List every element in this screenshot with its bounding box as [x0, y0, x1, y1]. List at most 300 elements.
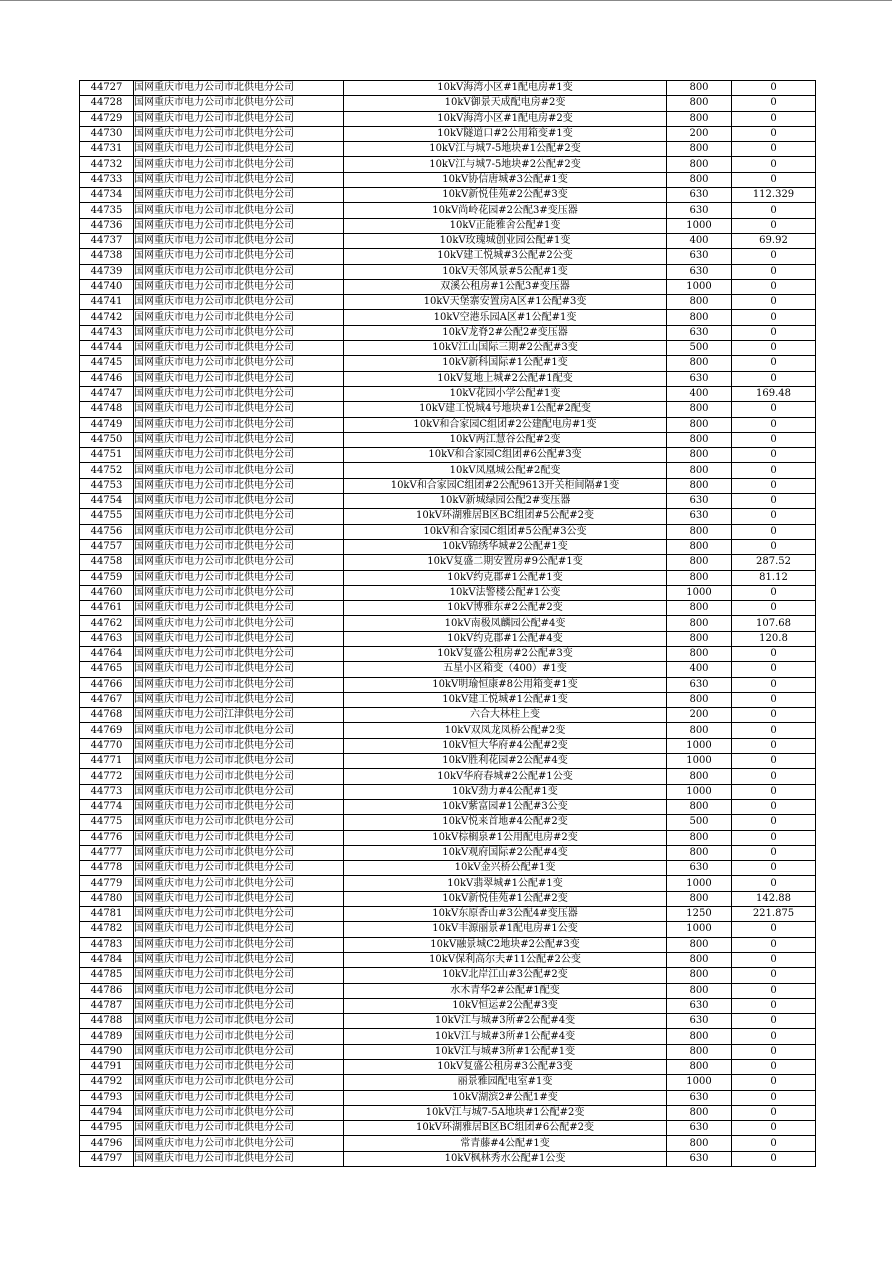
company-cell: 国网重庆市电力公司市北供电分公司 [134, 432, 344, 447]
table-row [80, 432, 816, 447]
transformer-name-cell: 10kV和合家园C组团#6公配#3变 [344, 448, 667, 463]
company-cell: 国网重庆市电力公司市北供电分公司 [134, 585, 344, 600]
table-row [80, 233, 816, 248]
value-cell: 0 [732, 264, 816, 279]
value-cell: 0 [732, 356, 816, 371]
table-body [80, 81, 816, 1167]
row-id-cell: 44763 [80, 631, 134, 646]
table-row [80, 876, 816, 891]
row-id-cell: 44794 [80, 1105, 134, 1120]
row-id-cell: 44786 [80, 983, 134, 998]
transformer-name-cell: 10kV新科国际#1公配#1变 [344, 356, 667, 371]
value-cell: 0 [732, 1105, 816, 1120]
capacity-cell: 1000 [667, 922, 732, 937]
capacity-cell: 800 [667, 356, 732, 371]
table-row [80, 631, 816, 646]
table-row [80, 310, 816, 325]
transformer-name-cell: 10kV建工悦城#1公配#1变 [344, 692, 667, 707]
table-row [80, 815, 816, 830]
company-cell: 国网重庆市电力公司市北供电分公司 [134, 570, 344, 585]
transformer-name-cell: 10kV湖滨2#公配1#变 [344, 1090, 667, 1105]
transformer-name-cell: 10kV东原香山#3公配4#变压器 [344, 907, 667, 922]
value-cell: 0 [732, 662, 816, 677]
company-cell: 国网重庆市电力公司市北供电分公司 [134, 937, 344, 952]
capacity-cell: 630 [667, 1090, 732, 1105]
company-cell: 国网重庆市电力公司市北供电分公司 [134, 203, 344, 218]
value-cell: 0 [732, 845, 816, 860]
table-row [80, 998, 816, 1013]
capacity-cell: 800 [667, 891, 732, 906]
row-id-cell: 44759 [80, 570, 134, 585]
table-row [80, 968, 816, 983]
value-cell: 0 [732, 218, 816, 233]
value-cell: 169.48 [732, 386, 816, 401]
row-id-cell: 44749 [80, 417, 134, 432]
value-cell: 0 [732, 585, 816, 600]
row-id-cell: 44787 [80, 998, 134, 1013]
value-cell: 0 [732, 524, 816, 539]
capacity-cell: 800 [667, 692, 732, 707]
table-row [80, 509, 816, 524]
company-cell: 国网重庆市电力公司市北供电分公司 [134, 891, 344, 906]
transformer-name-cell: 10kV南极凤麟园公配#4变 [344, 616, 667, 631]
table-row [80, 692, 816, 707]
value-cell: 120.8 [732, 631, 816, 646]
transformer-name-cell: 10kV枫林秀水公配#1公变 [344, 1151, 667, 1166]
table-row [80, 494, 816, 509]
row-id-cell: 44746 [80, 371, 134, 386]
transformer-name-cell: 10kV复盛公租房#3公配#3变 [344, 1060, 667, 1075]
transformer-name-cell: 10kV江与城#3所#2公配#4变 [344, 1014, 667, 1029]
row-id-cell: 44773 [80, 784, 134, 799]
company-cell: 国网重庆市电力公司市北供电分公司 [134, 96, 344, 111]
row-id-cell: 44771 [80, 754, 134, 769]
table-row [80, 1151, 816, 1166]
capacity-cell: 800 [667, 81, 732, 96]
table-row [80, 539, 816, 554]
row-id-cell: 44781 [80, 907, 134, 922]
row-id-cell: 44785 [80, 968, 134, 983]
company-cell: 国网重庆市电力公司市北供电分公司 [134, 172, 344, 187]
table-row [80, 952, 816, 967]
company-cell: 国网重庆市电力公司市北供电分公司 [134, 402, 344, 417]
table-row [80, 402, 816, 417]
transformer-name-cell: 10kV棕榈泉#1公用配电房#2变 [344, 830, 667, 845]
table-row [80, 371, 816, 386]
company-cell: 国网重庆市电力公司市北供电分公司 [134, 1151, 344, 1166]
table-row [80, 754, 816, 769]
company-cell: 国网重庆市电力公司市北供电分公司 [134, 111, 344, 126]
value-cell: 0 [732, 111, 816, 126]
value-cell: 0 [732, 769, 816, 784]
page-top-rule [0, 0, 892, 1]
value-cell: 0 [732, 815, 816, 830]
company-cell: 国网重庆市电力公司市北供电分公司 [134, 1105, 344, 1120]
capacity-cell: 800 [667, 463, 732, 478]
company-cell: 国网重庆市电力公司市北供电分公司 [134, 876, 344, 891]
row-id-cell: 44751 [80, 448, 134, 463]
table-row [80, 799, 816, 814]
table-row [80, 356, 816, 371]
capacity-cell: 1000 [667, 1075, 732, 1090]
capacity-cell: 630 [667, 509, 732, 524]
table-row [80, 769, 816, 784]
value-cell: 0 [732, 126, 816, 141]
company-cell: 国网重庆市电力公司市北供电分公司 [134, 769, 344, 784]
row-id-cell: 44774 [80, 799, 134, 814]
transformer-name-cell: 10kV胜利花园#2公配#4变 [344, 754, 667, 769]
value-cell: 69.92 [732, 233, 816, 248]
value-cell: 0 [732, 646, 816, 661]
company-cell: 国网重庆市电力公司市北供电分公司 [134, 341, 344, 356]
capacity-cell: 630 [667, 494, 732, 509]
transformer-name-cell: 10kV新城绿园公配2#变压器 [344, 494, 667, 509]
transformer-name-cell: 10kV建工悦城#3公配#2公变 [344, 249, 667, 264]
row-id-cell: 44739 [80, 264, 134, 279]
transformer-name-cell: 10kV金兴桥公配#1变 [344, 861, 667, 876]
table-row [80, 325, 816, 340]
value-cell: 0 [732, 463, 816, 478]
row-id-cell: 44731 [80, 142, 134, 157]
value-cell: 0 [732, 402, 816, 417]
value-cell: 0 [732, 708, 816, 723]
row-id-cell: 44778 [80, 861, 134, 876]
company-cell: 国网重庆市电力公司市北供电分公司 [134, 601, 344, 616]
value-cell: 0 [732, 983, 816, 998]
transformer-name-cell: 10kV御景天成配电房#2变 [344, 96, 667, 111]
company-cell: 国网重庆市电力公司市北供电分公司 [134, 494, 344, 509]
company-cell: 国网重庆市电力公司市北供电分公司 [134, 157, 344, 172]
row-id-cell: 44735 [80, 203, 134, 218]
capacity-cell: 800 [667, 983, 732, 998]
transformer-name-cell: 10kV环湖雅居B区BC组团#6公配#2变 [344, 1121, 667, 1136]
transformer-name-cell: 10kV江与城7-5A地块#1公配#2变 [344, 1105, 667, 1120]
value-cell: 0 [732, 876, 816, 891]
value-cell: 0 [732, 799, 816, 814]
company-cell: 国网重庆市电力公司市北供电分公司 [134, 1029, 344, 1044]
capacity-cell: 800 [667, 555, 732, 570]
row-id-cell: 44784 [80, 952, 134, 967]
company-cell: 国网重庆市电力公司市北供电分公司 [134, 279, 344, 294]
company-cell: 国网重庆市电力公司市北供电分公司 [134, 218, 344, 233]
row-id-cell: 44744 [80, 341, 134, 356]
company-cell: 国网重庆市电力公司市北供电分公司 [134, 754, 344, 769]
company-cell: 国网重庆市电力公司市北供电分公司 [134, 1075, 344, 1090]
value-cell: 0 [732, 371, 816, 386]
transformer-name-cell: 10kV协信唐城#3公配#1变 [344, 172, 667, 187]
company-cell: 国网重庆市电力公司市北供电分公司 [134, 1060, 344, 1075]
company-cell: 国网重庆市电力公司市北供电分公司 [134, 417, 344, 432]
capacity-cell: 630 [667, 249, 732, 264]
company-cell: 国网重庆市电力公司市北供电分公司 [134, 662, 344, 677]
row-id-cell: 44789 [80, 1029, 134, 1044]
value-cell: 0 [732, 1060, 816, 1075]
transformer-name-cell: 10kV新悦佳苑#1公配#2变 [344, 891, 667, 906]
row-id-cell: 44765 [80, 662, 134, 677]
capacity-cell: 400 [667, 662, 732, 677]
value-cell: 0 [732, 96, 816, 111]
capacity-cell: 630 [667, 264, 732, 279]
table-row [80, 448, 816, 463]
value-cell: 0 [732, 1121, 816, 1136]
value-cell: 0 [732, 738, 816, 753]
row-id-cell: 44734 [80, 188, 134, 203]
table-row [80, 983, 816, 998]
capacity-cell: 630 [667, 1121, 732, 1136]
company-cell: 国网重庆市电力公司市北供电分公司 [134, 478, 344, 493]
table-row [80, 922, 816, 937]
transformer-name-cell: 10kV博雅东#2公配#2变 [344, 601, 667, 616]
company-cell: 国网重庆市电力公司市北供电分公司 [134, 1090, 344, 1105]
transformer-name-cell: 10kV复盛公租房#2公配#3变 [344, 646, 667, 661]
transformer-name-cell: 五星小区箱变（400）#1变 [344, 662, 667, 677]
transformer-name-cell: 常青藤#4公配#1变 [344, 1136, 667, 1151]
row-id-cell: 44772 [80, 769, 134, 784]
table-row [80, 1090, 816, 1105]
row-id-cell: 44768 [80, 708, 134, 723]
value-cell: 0 [732, 1029, 816, 1044]
value-cell: 0 [732, 952, 816, 967]
capacity-cell: 800 [667, 952, 732, 967]
company-cell: 国网重庆市电力公司市北供电分公司 [134, 952, 344, 967]
value-cell: 0 [732, 203, 816, 218]
capacity-cell: 800 [667, 723, 732, 738]
company-cell: 国网重庆市电力公司市北供电分公司 [134, 646, 344, 661]
company-cell: 国网重庆市电力公司市北供电分公司 [134, 142, 344, 157]
transformer-name-cell: 水木青华2#公配#1配变 [344, 983, 667, 998]
capacity-cell: 500 [667, 341, 732, 356]
table-row [80, 203, 816, 218]
company-cell: 国网重庆市电力公司市北供电分公司 [134, 983, 344, 998]
transformer-name-cell: 10kV明瑜恒康#8公用箱变#1变 [344, 677, 667, 692]
transformer-name-cell: 双溪公租房#1公配3#变压器 [344, 279, 667, 294]
transformer-name-cell: 10kV双凤龙凤桥公配#2变 [344, 723, 667, 738]
transformer-name-cell: 10kV和合家园C组团#5公配#3公变 [344, 524, 667, 539]
row-id-cell: 44796 [80, 1136, 134, 1151]
capacity-cell: 800 [667, 1029, 732, 1044]
capacity-cell: 800 [667, 845, 732, 860]
transformer-name-cell: 10kV玫瑰城创业园公配#1变 [344, 233, 667, 248]
value-cell: 0 [732, 784, 816, 799]
capacity-cell: 800 [667, 769, 732, 784]
company-cell: 国网重庆市电力公司市北供电分公司 [134, 295, 344, 310]
table-row [80, 417, 816, 432]
transformer-name-cell: 10kV恒运#2公配#3变 [344, 998, 667, 1013]
capacity-cell: 800 [667, 448, 732, 463]
table-row [80, 1121, 816, 1136]
capacity-cell: 200 [667, 126, 732, 141]
company-cell: 国网重庆市电力公司市北供电分公司 [134, 631, 344, 646]
row-id-cell: 44775 [80, 815, 134, 830]
value-cell: 0 [732, 417, 816, 432]
capacity-cell: 400 [667, 386, 732, 401]
value-cell: 287.52 [732, 555, 816, 570]
capacity-cell: 1000 [667, 784, 732, 799]
company-cell: 国网重庆市电力公司市北供电分公司 [134, 616, 344, 631]
row-id-cell: 44750 [80, 432, 134, 447]
company-cell: 国网重庆市电力公司市北供电分公司 [134, 907, 344, 922]
transformer-name-cell: 10kV江山国际三期#2公配#3变 [344, 341, 667, 356]
row-id-cell: 44737 [80, 233, 134, 248]
value-cell: 0 [732, 81, 816, 96]
capacity-cell: 800 [667, 539, 732, 554]
table-row [80, 830, 816, 845]
capacity-cell: 1000 [667, 738, 732, 753]
value-cell: 0 [732, 478, 816, 493]
capacity-cell: 1000 [667, 585, 732, 600]
capacity-cell: 630 [667, 998, 732, 1013]
row-id-cell: 44753 [80, 478, 134, 493]
value-cell: 0 [732, 1136, 816, 1151]
capacity-cell: 800 [667, 157, 732, 172]
table-row [80, 1105, 816, 1120]
table-row [80, 249, 816, 264]
row-id-cell: 44792 [80, 1075, 134, 1090]
row-id-cell: 44732 [80, 157, 134, 172]
transformer-name-cell: 丽景雅园配电室#1变 [344, 1075, 667, 1090]
value-cell: 0 [732, 509, 816, 524]
value-cell: 0 [732, 754, 816, 769]
table-row [80, 601, 816, 616]
company-cell: 国网重庆市电力公司江津供电分公司 [134, 708, 344, 723]
table-row [80, 1014, 816, 1029]
transformer-name-cell: 10kV凤凰城公配#2配变 [344, 463, 667, 478]
transformer-name-cell: 10kV融景城C2地块#2公配#3变 [344, 937, 667, 952]
capacity-cell: 800 [667, 524, 732, 539]
table-row [80, 845, 816, 860]
row-id-cell: 44727 [80, 81, 134, 96]
company-cell: 国网重庆市电力公司市北供电分公司 [134, 310, 344, 325]
transformer-name-cell: 10kV北岸江山#3公配#2变 [344, 968, 667, 983]
row-id-cell: 44752 [80, 463, 134, 478]
capacity-cell: 800 [667, 799, 732, 814]
capacity-cell: 800 [667, 616, 732, 631]
table-row [80, 264, 816, 279]
transformer-name-cell: 10kV天邻风景#5公配#1变 [344, 264, 667, 279]
transformer-name-cell: 10kV复盛二期安置房#9公配#1变 [344, 555, 667, 570]
row-id-cell: 44766 [80, 677, 134, 692]
transformer-name-cell: 10kV江与城#3所#1公配#1变 [344, 1044, 667, 1059]
company-cell: 国网重庆市电力公司市北供电分公司 [134, 799, 344, 814]
row-id-cell: 44742 [80, 310, 134, 325]
data-table [79, 80, 816, 1167]
transformer-name-cell: 六合大林柱上变 [344, 708, 667, 723]
company-cell: 国网重庆市电力公司市北供电分公司 [134, 815, 344, 830]
table-row [80, 188, 816, 203]
capacity-cell: 800 [667, 96, 732, 111]
transformer-name-cell: 10kV翡翠城#1公配#1变 [344, 876, 667, 891]
table-row [80, 1029, 816, 1044]
capacity-cell: 1250 [667, 907, 732, 922]
value-cell: 0 [732, 1090, 816, 1105]
row-id-cell: 44728 [80, 96, 134, 111]
table-row [80, 341, 816, 356]
value-cell: 0 [732, 249, 816, 264]
row-id-cell: 44762 [80, 616, 134, 631]
company-cell: 国网重庆市电力公司市北供电分公司 [134, 1121, 344, 1136]
transformer-name-cell: 10kV海湾小区#1配电房#2变 [344, 111, 667, 126]
value-cell: 81.12 [732, 570, 816, 585]
row-id-cell: 44741 [80, 295, 134, 310]
row-id-cell: 44760 [80, 585, 134, 600]
value-cell: 221.875 [732, 907, 816, 922]
table-row [80, 861, 816, 876]
transformer-name-cell: 10kV环湖雅居B区BC组团#5公配#2变 [344, 509, 667, 524]
capacity-cell: 800 [667, 1044, 732, 1059]
capacity-cell: 500 [667, 815, 732, 830]
transformer-name-cell: 10kV约克郡#1公配#1变 [344, 570, 667, 585]
value-cell: 0 [732, 830, 816, 845]
transformer-name-cell: 10kV观府国际#2公配#4变 [344, 845, 667, 860]
capacity-cell: 800 [667, 968, 732, 983]
value-cell: 0 [732, 157, 816, 172]
table-row [80, 295, 816, 310]
table-row [80, 1044, 816, 1059]
row-id-cell: 44779 [80, 876, 134, 891]
transformer-name-cell: 10kV建工悦城4号地块#1公配#2配变 [344, 402, 667, 417]
value-cell: 0 [732, 172, 816, 187]
company-cell: 国网重庆市电力公司市北供电分公司 [134, 922, 344, 937]
capacity-cell: 630 [667, 325, 732, 340]
row-id-cell: 44788 [80, 1014, 134, 1029]
value-cell: 0 [732, 432, 816, 447]
capacity-cell: 800 [667, 478, 732, 493]
row-id-cell: 44769 [80, 723, 134, 738]
row-id-cell: 44730 [80, 126, 134, 141]
company-cell: 国网重庆市电力公司市北供电分公司 [134, 524, 344, 539]
capacity-cell: 800 [667, 1060, 732, 1075]
company-cell: 国网重庆市电力公司市北供电分公司 [134, 692, 344, 707]
row-id-cell: 44783 [80, 937, 134, 952]
transformer-name-cell: 10kV正能雅舍公配#1变 [344, 218, 667, 233]
company-cell: 国网重庆市电力公司市北供电分公司 [134, 126, 344, 141]
transformer-name-cell: 10kV丰源丽景#1配电房#1公变 [344, 922, 667, 937]
value-cell: 107.68 [732, 616, 816, 631]
table-row [80, 891, 816, 906]
capacity-cell: 800 [667, 417, 732, 432]
value-cell: 0 [732, 1075, 816, 1090]
capacity-cell: 1000 [667, 279, 732, 294]
company-cell: 国网重庆市电力公司市北供电分公司 [134, 539, 344, 554]
table-row [80, 172, 816, 187]
company-cell: 国网重庆市电力公司市北供电分公司 [134, 738, 344, 753]
value-cell: 0 [732, 341, 816, 356]
capacity-cell: 800 [667, 646, 732, 661]
table-row [80, 555, 816, 570]
row-id-cell: 44740 [80, 279, 134, 294]
transformer-name-cell: 10kV天堡寨安置房A区#1公配#3变 [344, 295, 667, 310]
row-id-cell: 44761 [80, 601, 134, 616]
table-row [80, 585, 816, 600]
transformer-name-cell: 10kV尚岭花园#2公配3#变压器 [344, 203, 667, 218]
transformer-name-cell: 10kV两江慧谷公配#2变 [344, 432, 667, 447]
capacity-cell: 630 [667, 677, 732, 692]
row-id-cell: 44756 [80, 524, 134, 539]
table-row [80, 157, 816, 172]
value-cell: 0 [732, 310, 816, 325]
capacity-cell: 800 [667, 601, 732, 616]
table-row [80, 111, 816, 126]
transformer-name-cell: 10kV悦来首地#4公配#2变 [344, 815, 667, 830]
value-cell: 0 [732, 937, 816, 952]
company-cell: 国网重庆市电力公司市北供电分公司 [134, 356, 344, 371]
table-row [80, 907, 816, 922]
value-cell: 0 [732, 1014, 816, 1029]
company-cell: 国网重庆市电力公司市北供电分公司 [134, 386, 344, 401]
capacity-cell: 400 [667, 233, 732, 248]
value-cell: 0 [732, 539, 816, 554]
company-cell: 国网重庆市电力公司市北供电分公司 [134, 233, 344, 248]
